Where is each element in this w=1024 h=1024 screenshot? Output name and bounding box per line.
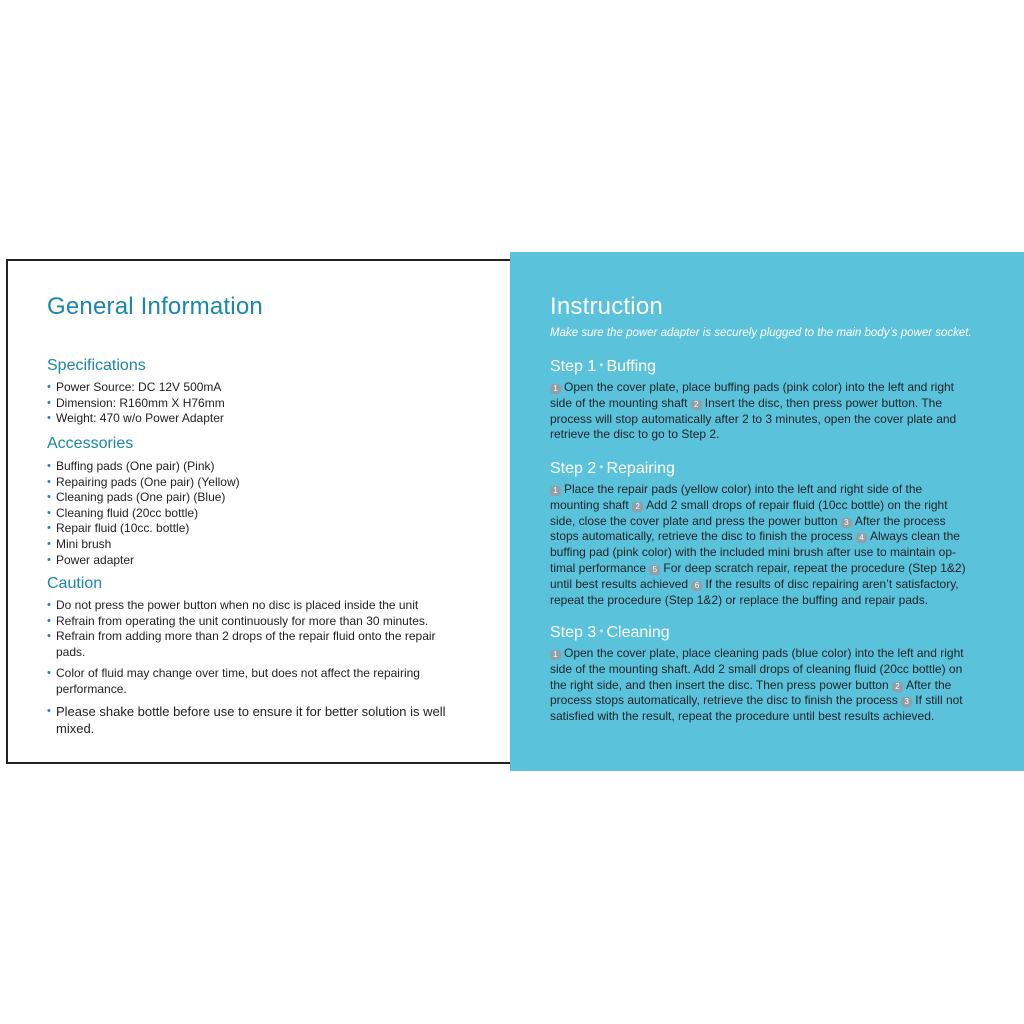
caution-heading: Caution (47, 575, 103, 592)
step-number-badge: 2 (691, 400, 702, 410)
instruction-title: Instruction (550, 293, 663, 320)
list-item: • Power Source: DC 12V 500mA (47, 380, 447, 396)
step-number-badge: 5 (649, 565, 660, 575)
caution-list (47, 598, 447, 737)
accessories-heading: Accessories (47, 435, 134, 452)
general-information-title: General Information (47, 293, 263, 320)
step-2-title (550, 460, 675, 478)
list-item: • Do not press the power button when no disc is placed inside the unit (47, 598, 447, 614)
step-number-badge: 6 (691, 581, 702, 591)
step-separator: • (599, 460, 604, 474)
step-label: Step 2 (550, 460, 597, 477)
list-item: • Cleaning pads (One pair) (Blue) (47, 490, 447, 506)
step-1-body (550, 380, 970, 443)
step-separator: • (599, 358, 604, 372)
step-text: Always clean the buffing pad (pink color) with the included mini brush after use to maintain op-timal performance (550, 529, 960, 575)
step-text: If the results of disc repairing aren’t satisfactory, repeat the procedure (Step 1&2) or replace the buffing and repair pads. (550, 576, 959, 607)
step-number-badge: 1 (550, 650, 561, 660)
step-text: For deep scratch repair, repeat the procedure (Step 1&2) until best results achieved (550, 560, 966, 591)
step-separator: • (599, 624, 604, 638)
step-2-body (550, 482, 970, 608)
list-item: • Please shake bottle before use to ensure it for better solution is well mixed. (47, 703, 447, 737)
step-3-body (550, 646, 975, 725)
step-text: Insert the disc, then press power button. The process will stop automatically after 2 to 3 minutes, open the cover plate and retrieve the disc to go to Step 2. (550, 395, 957, 442)
step-text: Add 2 small drops of repair fluid (10cc bottle) on the right side, close the cover plate and press the power button (550, 497, 948, 528)
step-number-badge: 3 (901, 697, 912, 707)
list-item: • Repairing pads (One pair) (Yellow) (47, 475, 447, 491)
step-text: If still not satisfied with the result, repeat the procedure until best results achieved. (550, 693, 963, 724)
list-item: • Cleaning fluid (20cc bottle) (47, 506, 447, 522)
step-text: Place the repair pads (yellow color) into the left and right side of the mounting shaft (550, 482, 923, 512)
list-item: • Refrain from adding more than 2 drops of the repair fluid onto the repair pads. (47, 629, 447, 660)
list-item: • Dimension: R160mm X H76mm (47, 396, 447, 412)
list-item: • Buffing pads (One pair) (Pink) (47, 459, 447, 475)
list-item: • Mini brush (47, 537, 447, 553)
step-text: Open the cover plate, place buffing pads (pink color) into the left and right side of the mounting shaft (550, 380, 955, 410)
list-item: • Repair fluid (10cc. bottle) (47, 521, 447, 537)
specifications-list (47, 380, 447, 427)
list-item: • Weight: 470 w/o Power Adapter (47, 411, 447, 427)
accessories-list (47, 459, 447, 568)
step-number-badge: 2 (632, 502, 643, 512)
step-name: Repairing (606, 460, 675, 477)
step-number-badge: 2 (892, 682, 903, 692)
step-number-badge: 1 (550, 486, 561, 496)
step-name: Cleaning (606, 624, 670, 641)
list-item: • Color of fluid may change over time, but does not affect the repairing performance. (47, 666, 447, 697)
specifications-heading: Specifications (47, 357, 146, 374)
step-3-title (550, 624, 670, 642)
step-text: Open the cover plate, place cleaning pads (blue color) into the left and right side of the mounting shaft. Add 2 small drops of cleaning fluid (20cc bottle) on the right side, and then insert the disc. Then press power button (550, 646, 964, 692)
step-text: After the process stops automatically, retrieve the disc to finish the process (550, 513, 946, 544)
step-text: After the process stops automatically, retrieve the disc to finish the process (550, 677, 952, 708)
step-number-badge: 1 (550, 384, 561, 394)
step-number-badge: 3 (841, 518, 852, 528)
step-1-title (550, 358, 656, 376)
step-number-badge: 4 (856, 533, 867, 543)
step-label: Step 3 (550, 624, 597, 641)
step-label: Step 1 (550, 358, 597, 375)
list-item: • Power adapter (47, 553, 447, 569)
instruction-intro: Make sure the power adapter is securely plugged to the main body’s power socket. (550, 327, 972, 339)
list-item: • Refrain from operating the unit continuously for more than 30 minutes. (47, 614, 447, 630)
step-name: Buffing (606, 358, 656, 375)
